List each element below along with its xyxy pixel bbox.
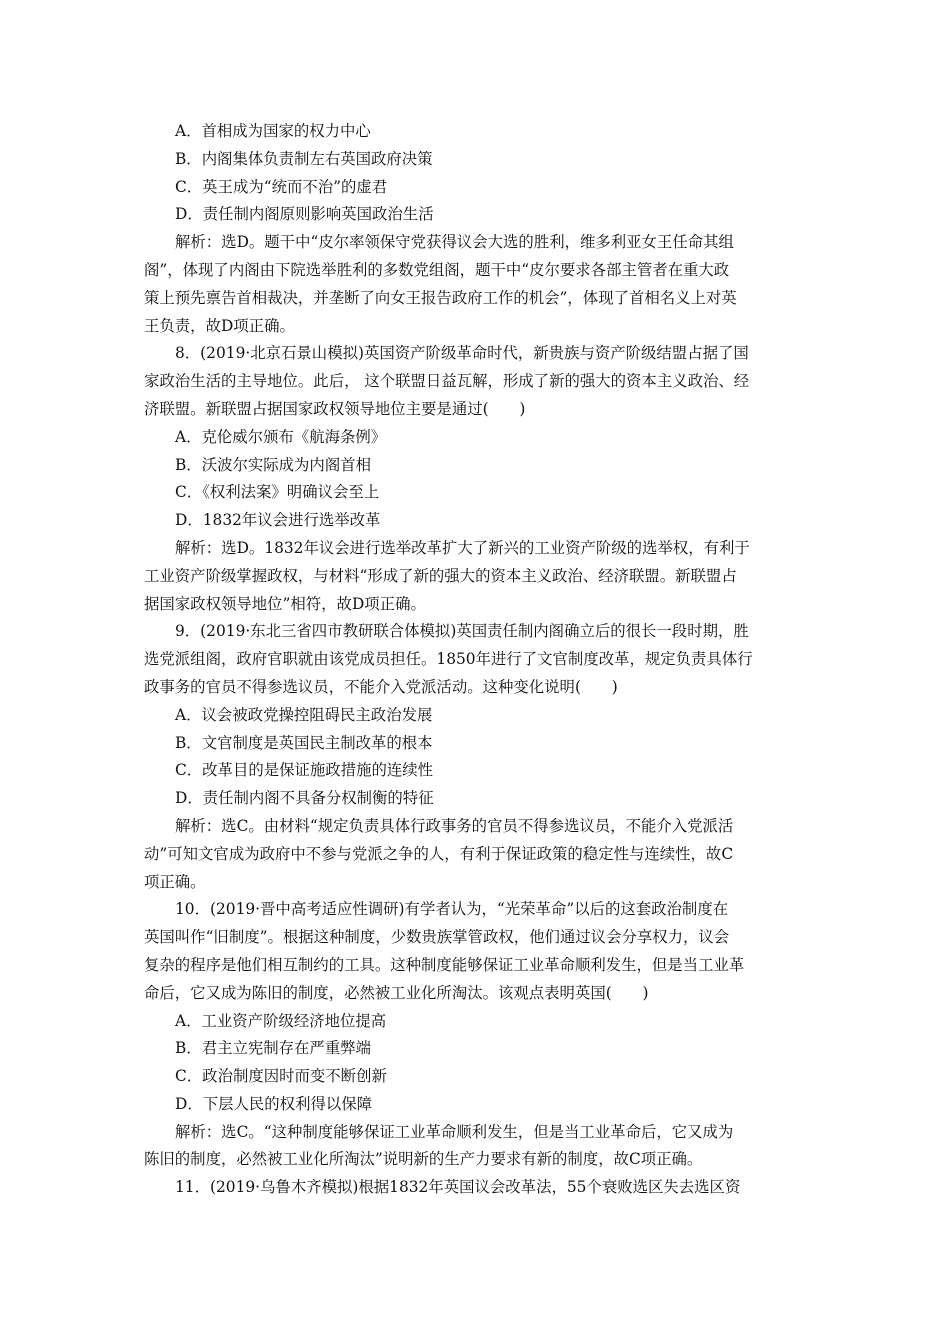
q8-option-b: B．沃波尔实际成为内阁首相 bbox=[175, 455, 371, 474]
q9-option-a: A．议会被政党操控阻碍民主政治发展 bbox=[175, 705, 433, 724]
q10-stem-line: 命后，它又成为陈旧的制度，必然被工业化所淘汰。该观点表明英国( ) bbox=[144, 983, 649, 1002]
q10-stem-line: 英国叫作“旧制度”。根据这种制度，少数贵族掌管政权，他们通过议会分享权力，议会 bbox=[144, 928, 730, 947]
q10-stem-line: 10．(2019·晋中高考适应性调研)有学者认为，“光荣革命”以后的这套政治制度在 bbox=[175, 900, 729, 919]
q10-option-d: D．下层人民的权利得以保障 bbox=[175, 1094, 373, 1113]
q9-option-b: B．文官制度是英国民主制改革的根本 bbox=[175, 733, 433, 752]
q8-option-c: C．《权利法案》明确议会至上 bbox=[175, 483, 380, 502]
q8-analysis-line: 解析：选D。1832年议会进行选举改革扩大了新兴的工业资产阶级的选举权，有利于 bbox=[175, 538, 750, 557]
q10-option-a: A．工业资产阶级经济地位提高 bbox=[175, 1011, 387, 1030]
q8-stem-line: 家政治生活的主导地位。此后， 这个联盟日益瓦解，形成了新的强大的资本主义政治、经 bbox=[144, 372, 750, 391]
q9-analysis-line: 动”可知文官成为政府中不参与党派之争的人，有利于保证政策的稳定性与连续性，故C bbox=[144, 844, 734, 863]
q9-stem-line: 选党派组阁，政府官职就由该党成员担任。1850年进行了文官制度改革，规定负责具体行 bbox=[144, 650, 753, 669]
q7-option-a: A．首相成为国家的权力中心 bbox=[175, 122, 371, 140]
q7-option-d: D．责任制内阁原则影响英国政治生活 bbox=[175, 205, 434, 224]
q9-stem-line: 9．(2019·东北三省四市教研联合体模拟)英国责任制内阁确立后的很长一段时期，胜 bbox=[175, 622, 749, 641]
q9-analysis-line: 解析：选C。由材料“规定负责具体行政事务的官员不得参选议员，不能介入党派活 bbox=[175, 816, 734, 835]
q8-analysis-line: 据国家政权领导地位”相符，故D项正确。 bbox=[144, 594, 426, 613]
q8-option-a: A．克伦威尔颁布《航海条例》 bbox=[175, 427, 387, 446]
q10-stem-line: 复杂的程序是他们相互制约的工具。这种制度能够保证工业革命顺利发生，但是当工业革 bbox=[144, 955, 745, 974]
q7-option-c: C．英王成为“统而不治”的虚君 bbox=[175, 177, 388, 196]
q8-option-d: D．1832年议会进行选举改革 bbox=[175, 511, 381, 530]
q7-analysis-line: 王负责，故D项正确。 bbox=[144, 316, 295, 335]
q8-stem-line: 济联盟。新联盟占据国家政权领导地位主要是通过( ) bbox=[144, 399, 526, 418]
q10-analysis-line: 解析：选C。“这种制度能够保证工业革命顺利发生，但是当工业革命后，它又成为 bbox=[175, 1122, 734, 1141]
q9-option-d: D．责任制内阁不具备分权制衡的特征 bbox=[175, 789, 434, 808]
q7-analysis-line: 阁”，体现了内阁由下院选举胜利的多数党组阁，题干中“皮尔要求各部主管者在重大政 bbox=[144, 260, 730, 279]
q10-option-b: B．君主立宪制存在严重弊端 bbox=[175, 1039, 371, 1058]
q10-analysis-line: 陈旧的制度，必然被工业化所淘汰”说明新的生产力要求有新的制度，故C项正确。 bbox=[144, 1150, 703, 1169]
q11-stem-line: 11．(2019·乌鲁木齐模拟)根据1832年英国议会改革法，55个衰败选区失去选区资 bbox=[175, 1178, 741, 1197]
document-page bbox=[144, 118, 808, 1202]
q7-analysis-line: 策上预先禀告首相裁决，并垄断了向女王报告政府工作的机会”，体现了首相名义上对英 bbox=[144, 288, 737, 307]
q7-analysis-line: 解析：选D。题干中“皮尔率领保守党获得议会大选的胜利，维多利亚女王任命其组 bbox=[175, 233, 734, 252]
q9-analysis-line: 项正确。 bbox=[144, 872, 206, 891]
q9-option-c: C．改革目的是保证施政措施的连续性 bbox=[175, 761, 434, 780]
q8-analysis-line: 工业资产阶级掌握政权，与材料“形成了新的强大的资本主义政治、经济联盟。新联盟占 bbox=[144, 566, 737, 585]
q8-stem-line: 8．(2019·北京石景山模拟)英国资产阶级革命时代，新贵族与资产阶级结盟占据了国 bbox=[175, 344, 749, 363]
q10-option-c: C．政治制度因时而变不断创新 bbox=[175, 1067, 387, 1086]
q9-stem-line: 政事务的官员不得参选议员，不能介入党派活动。这种变化说明( ) bbox=[144, 677, 618, 696]
q7-option-b: B．内阁集体负责制左右英国政府决策 bbox=[175, 149, 433, 168]
